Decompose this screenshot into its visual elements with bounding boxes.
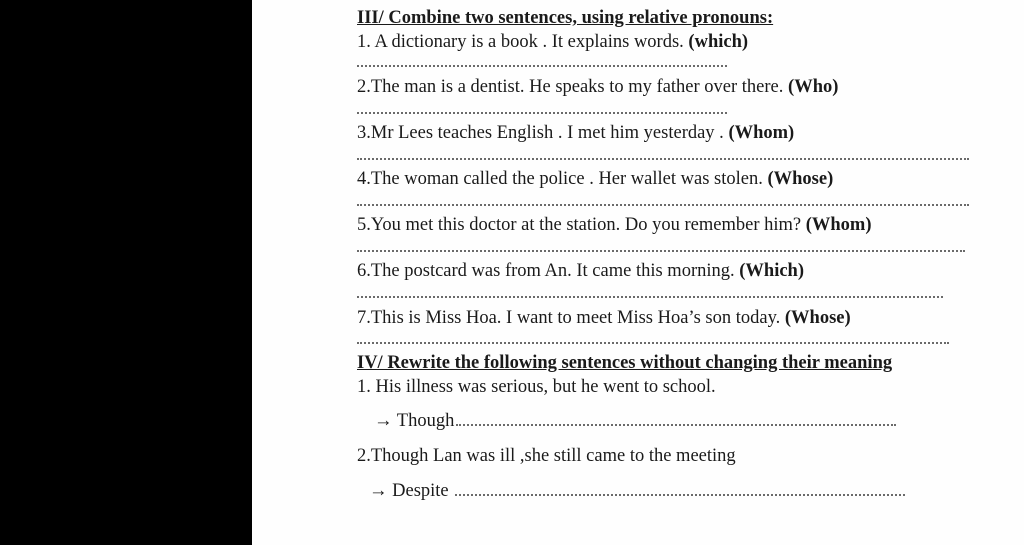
item-hint: (Who) bbox=[788, 77, 839, 97]
rewrite-item-1: 1. His illness was serious, but he went to school. bbox=[357, 377, 716, 397]
item-hint: (Which) bbox=[739, 261, 804, 281]
exercise-item-1 bbox=[357, 31, 748, 53]
answer-line-6[interactable] bbox=[357, 294, 943, 298]
item-hint: (Whose) bbox=[767, 169, 834, 189]
item-text: 4.The woman called the police . Her wallet was stolen. bbox=[357, 169, 768, 189]
item-text: 1. A dictionary is a book . It explains words. bbox=[357, 32, 689, 52]
rewrite-answer-1 bbox=[374, 410, 896, 432]
arrow-icon: → bbox=[374, 411, 393, 431]
item-hint: (Whom) bbox=[805, 215, 872, 235]
item-text: 3.Mr Lees teaches English . I met him yesterday . bbox=[357, 123, 729, 143]
answer-line-1[interactable] bbox=[357, 63, 727, 67]
item-text: 6.The postcard was from An. It came this morning. bbox=[357, 261, 740, 281]
exercise-item-6 bbox=[357, 260, 804, 282]
exercise-item-3 bbox=[357, 122, 794, 144]
answer-line-5[interactable] bbox=[357, 248, 965, 252]
section-3-heading: III/ Combine two sentences, using relative pronouns: bbox=[357, 8, 774, 28]
arrow-icon: → bbox=[369, 481, 388, 501]
item-text: 5.You met this doctor at the station. Do you remember him? bbox=[357, 215, 806, 235]
exercise-item-7 bbox=[357, 307, 851, 329]
exercise-item-4 bbox=[357, 168, 833, 190]
answer-line-7[interactable] bbox=[357, 340, 949, 344]
item-hint: (which) bbox=[688, 32, 749, 52]
item-hint: (Whose) bbox=[784, 308, 851, 328]
answer-line-3[interactable] bbox=[357, 156, 969, 160]
answer-line-4[interactable] bbox=[357, 202, 969, 206]
answer-line-2[interactable] bbox=[357, 110, 727, 114]
exercise-item-2 bbox=[357, 76, 838, 98]
answer-line-9[interactable] bbox=[455, 492, 905, 496]
item-text: 2.The man is a dentist. He speaks to my father over there. bbox=[357, 77, 789, 97]
item-hint: (Whom) bbox=[728, 123, 795, 143]
item-text: 7.This is Miss Hoa. I want to meet Miss Hoa’s son today. bbox=[357, 308, 785, 328]
left-black-margin bbox=[0, 0, 252, 545]
answer-prompt: Despite bbox=[392, 481, 449, 501]
exercise-item-5 bbox=[357, 214, 872, 236]
rewrite-answer-2 bbox=[369, 480, 905, 502]
rewrite-item-2: 2.Though Lan was ill ,she still came to the meeting bbox=[357, 446, 736, 466]
section-4-heading: IV/ Rewrite the following sentences without changing their meaning bbox=[357, 353, 893, 373]
answer-prompt: Though bbox=[396, 411, 455, 431]
answer-line-8[interactable] bbox=[456, 422, 896, 426]
